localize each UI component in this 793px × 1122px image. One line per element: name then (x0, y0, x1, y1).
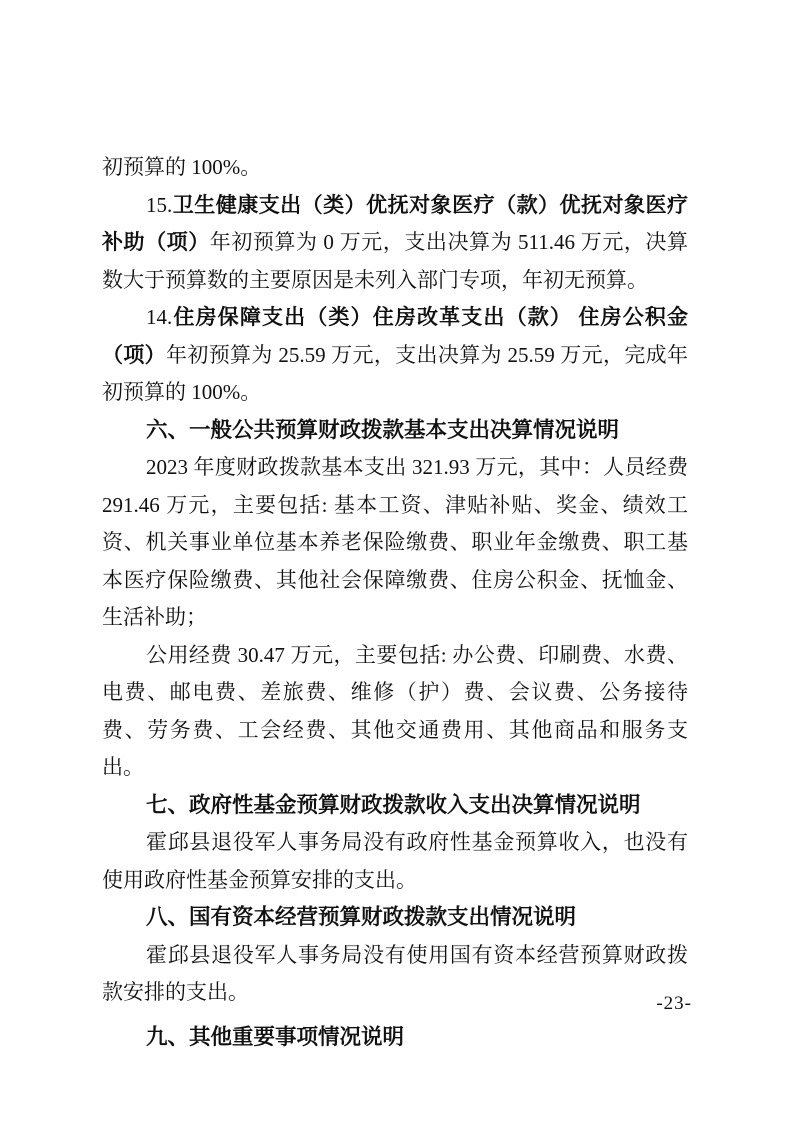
document-body (102, 149, 688, 1056)
item-14-number: 14. (146, 305, 173, 329)
item-14-title: 住房保障支出（类）住房改革支出（款） 住房公积金（项） (102, 305, 688, 367)
page-number: -23- (656, 993, 692, 1014)
paragraph-section6-public-expense: 公用经费 30.47 万元，主要包括: 办公费、印刷费、水费、电费、邮电费、差旅费、维修（护）费、会议费、公务接待费、劳务费、工会经费、其他交通费用、其他商品和服务支出。 (102, 642, 688, 779)
paragraph-item-15 (102, 187, 688, 300)
item-15-number: 15. (146, 192, 173, 217)
item-14-body: 年初预算为 25.59 万元，支出决算为 25.59 万元，完成年初预算的 100%。 (102, 342, 689, 404)
heading-section-7: 七、政府性基金预算财政拨款收入支出决算情况说明 (146, 792, 641, 817)
paragraph-continuation (102, 149, 688, 187)
heading-section-6: 六、一般公共预算财政拨款基本支出决算情况说明 (146, 417, 620, 442)
heading-section-9: 九、其他重要事项情况说明 (146, 1024, 405, 1049)
item-15-title: 卫生健康支出（类）优抚对象医疗（款）优抚对象医疗补助（项） (102, 192, 688, 254)
item-15-body: 年初预算为 0 万元，支出决算为 511.46 万元，决算数大于预算数的主要原因是未列入部门专项，年初无预算。 (102, 230, 688, 292)
paragraph-continuation-text: 初预算的 100%。 (102, 155, 262, 179)
paragraph-section-8: 霍邱县退役军人事务局没有使用国有资本经营预算财政拨款安排的支出。 (102, 942, 688, 1004)
heading-section-8: 八、国有资本经营预算财政拨款支出情况说明 (146, 905, 577, 929)
paragraph-item-14 (102, 299, 688, 412)
paragraph-section-7: 霍邱县退役军人事务局没有政府性基金预算收入，也没有使用政府性基金预算安排的支出。 (102, 830, 688, 892)
paragraph-section6-personnel: 2023 年度财政拨款基本支出 321.93 万元，其中：人员经费 291.46 万元，主要包括: 基本工资、津贴补贴、奖金、绩效工资、机关事业单位基本养老保险缴费、职业年金缴费、职工基本医疗保险缴费、其他社会保障缴费、住房公积金、抚恤金、生活补助； (102, 455, 688, 629)
